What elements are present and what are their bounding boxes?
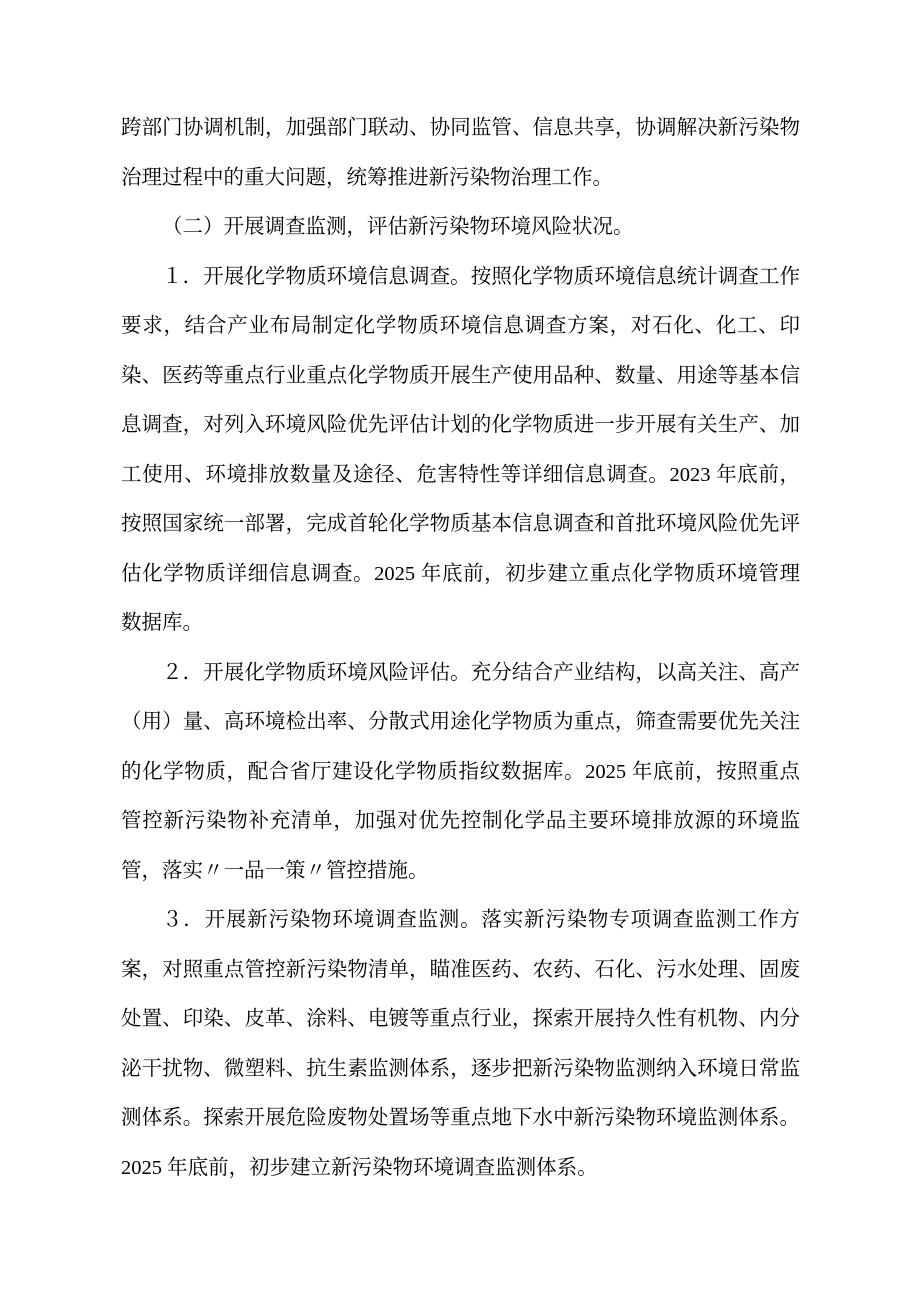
paragraph: ３．开展新污染物环境调查监测。落实新污染物专项调查监测工作方案，对照重点管控新污染物清单，瞄准医药、农药、石化、污水处理、固废处置、印染、皮革、涂料、电镀等重点行业，探索开展持久性有机物、内分泌干扰物、微塑料、抗生素监测体系，逐步把新污染物监测纳入环境日常监测体系。探索开展危险废物处置场等重点地下水中新污染物环境监测体系。2025 年底前，初步建立新污染物环境调查监测体系。: [121, 909, 800, 1179]
paragraph: ２．开展化学物质环境风险评估。充分结合产业结构，以高关注、高产（用）量、高环境检出率、分散式用途化学物质为重点，筛查需要优先关注的化学物质，配合省厅建设化学物质指纹数据库。2025 年底前，按照重点管控新污染物补充清单，加强对优先控制化学品主要环境排放源的环境监管，落实〃一品一策〃管控措施。: [121, 661, 800, 882]
paragraph: （二）开展调查监测，评估新污染物环境风险状况。: [162, 216, 634, 238]
paragraph: １．开展化学物质环境信息调查。按照化学物质环境信息统计调查工作要求，结合产业布局制定化学物质环境信息调查方案，对石化、化工、印染、医药等重点行业重点化学物质开展生产使用品种、数量、用途等基本信息调查，对列入环境风险优先评估计划的化学物质进一步开展有关生产、加工使用、环境排放数量及途径、危害特性等详细信息调查。2023 年底前，按照国家统一部署，完成首轮化学物质基本信息调查和首批环境风险优先评估化学物质详细信息调查。2025 年底前，初步建立重点化学物质环境管理数据库。: [121, 265, 800, 634]
paragraph: 跨部门协调机制，加强部门联动、协同监管、信息共享，协调解决新污染物治理过程中的重大问题，统筹推进新污染物治理工作。: [121, 117, 800, 189]
document-body: [121, 104, 800, 1193]
